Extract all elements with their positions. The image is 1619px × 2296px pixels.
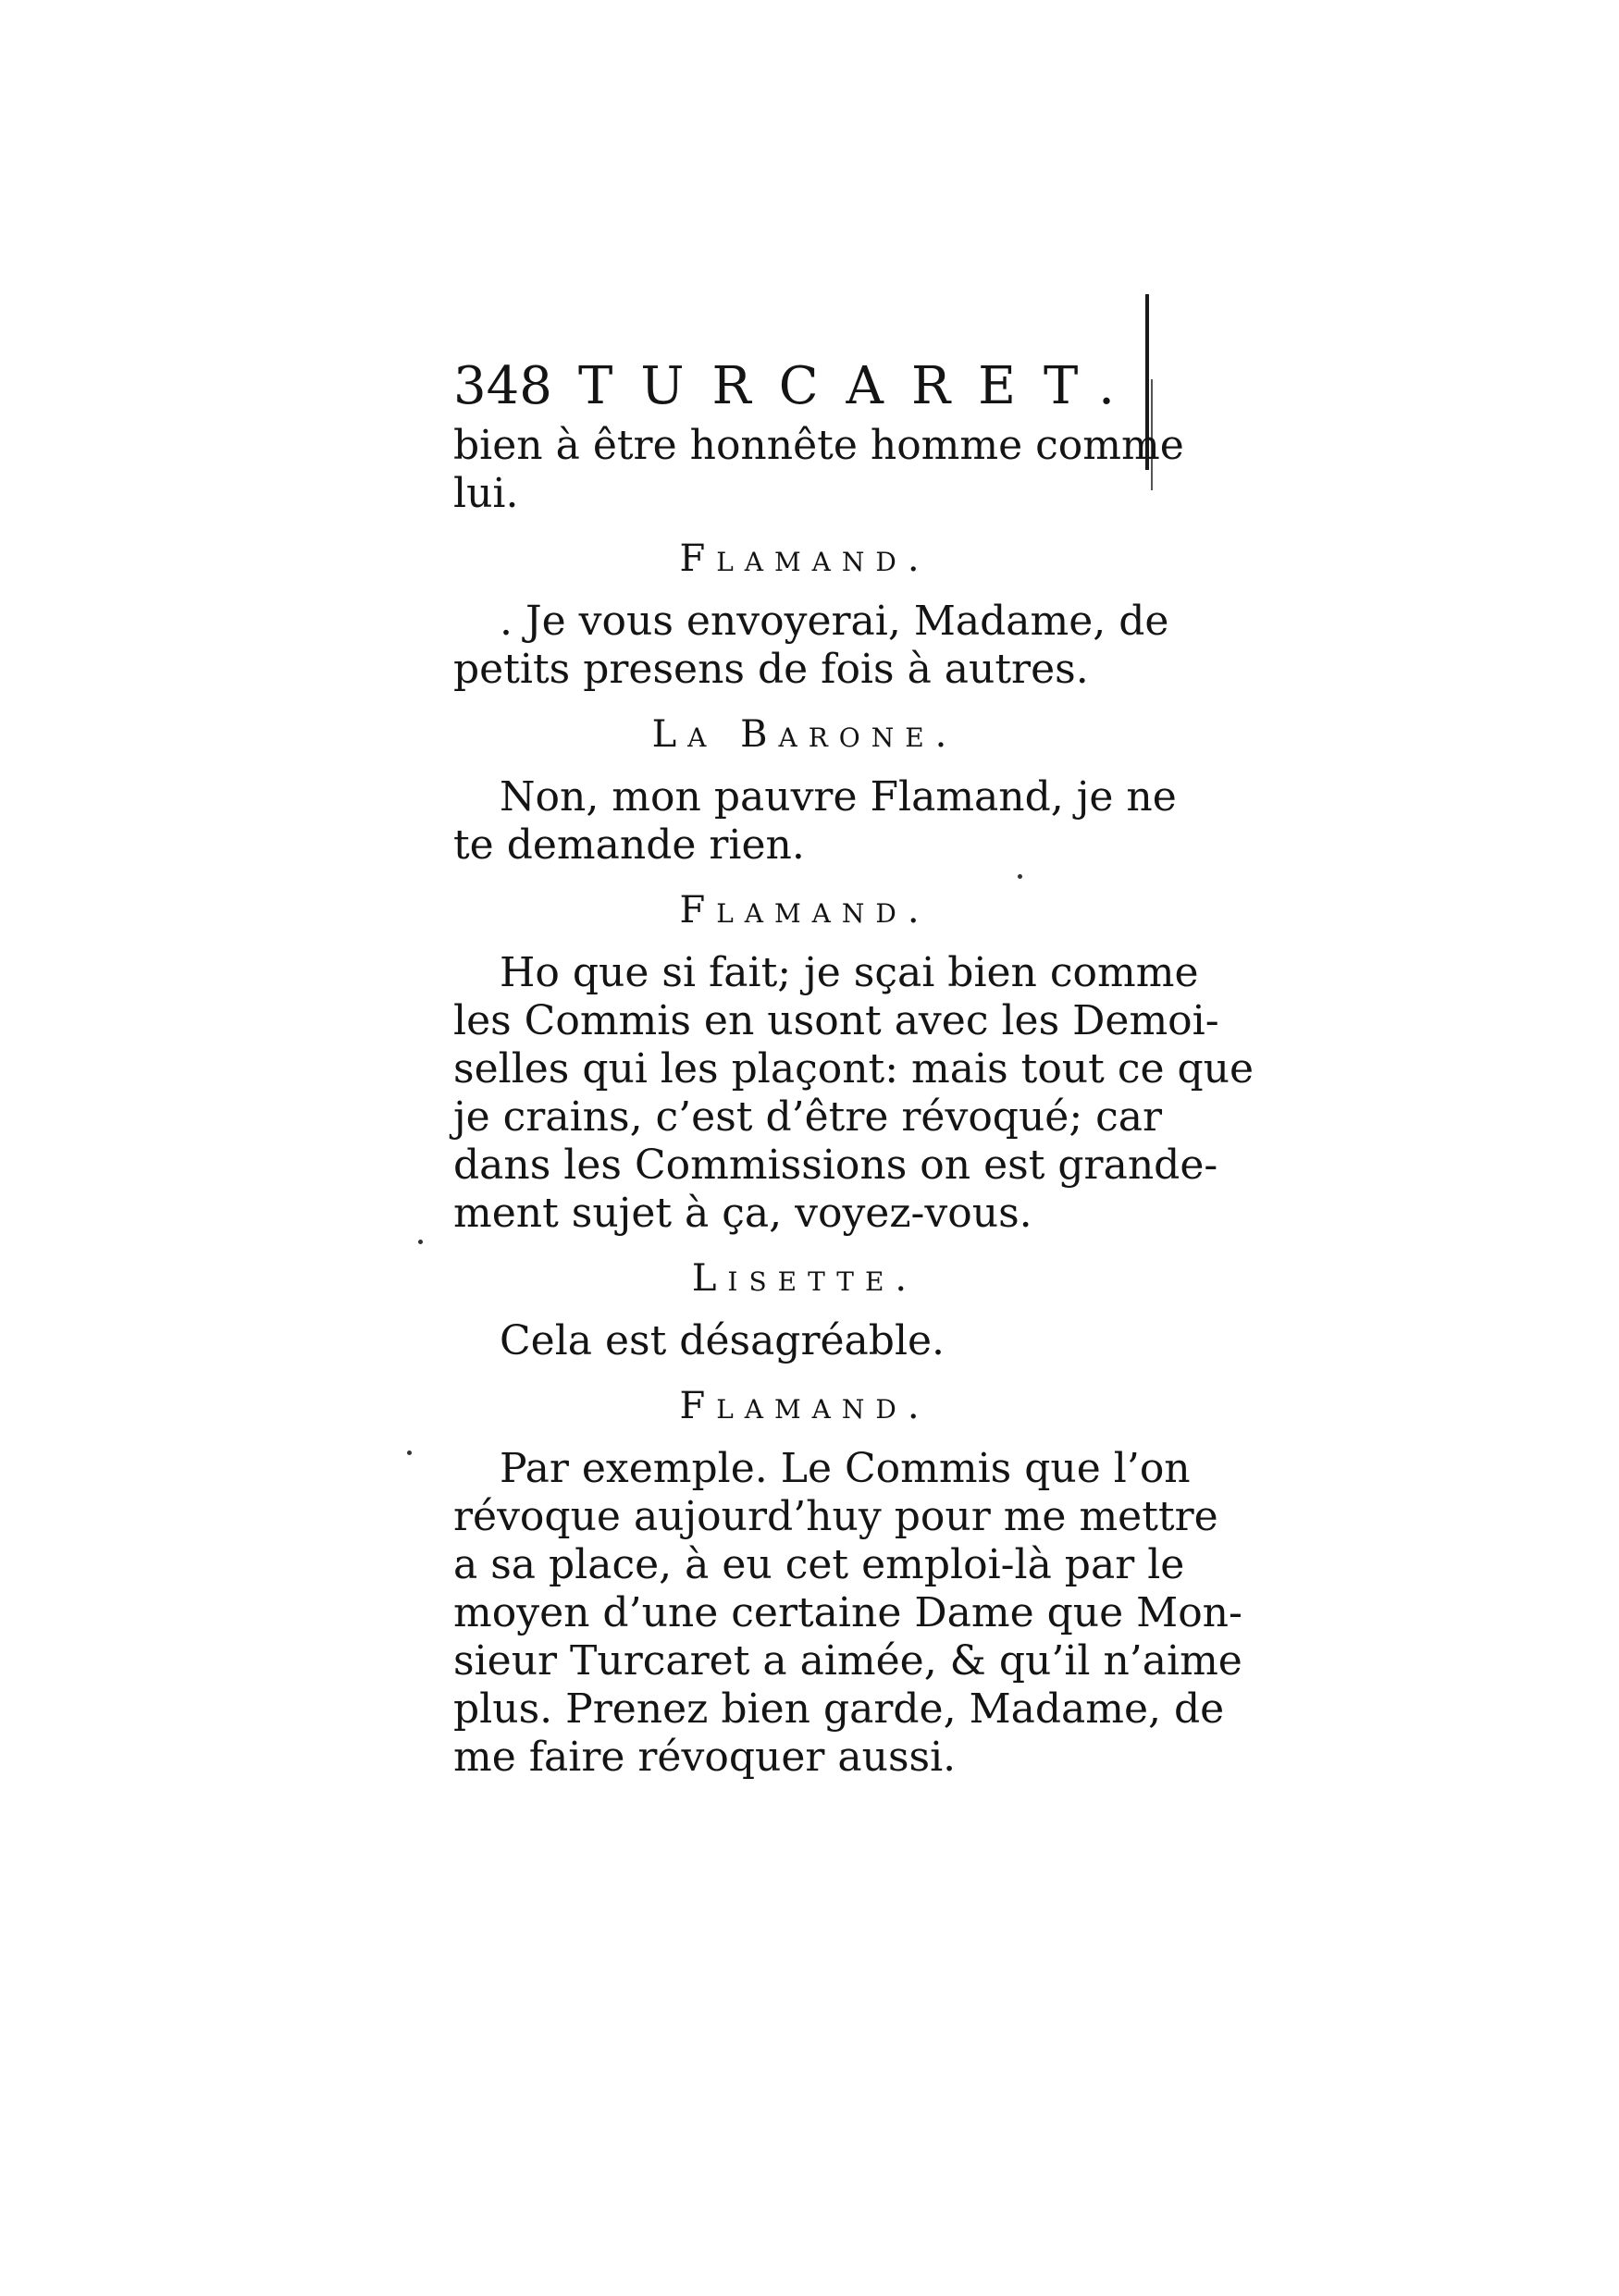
text-line: Ho que si fait; je sçai bien comme <box>500 949 1199 996</box>
text-line: moyen d’une certaine Dame que Mon- <box>453 1589 1242 1636</box>
stray-mark <box>407 1450 412 1455</box>
text-line: je crains, c’est d’être révoqué; car <box>453 1093 1163 1141</box>
speech <box>453 1317 1156 1365</box>
speaker-name: Lisette. <box>691 1257 919 1300</box>
stray-mark <box>418 1240 423 1244</box>
speech <box>453 1445 1242 1782</box>
text-line: lui. <box>453 470 519 517</box>
speech <box>453 773 1177 870</box>
speaker-name: Flamand. <box>679 889 931 932</box>
page-header <box>453 352 1156 422</box>
speaker-name: Flamand. <box>679 537 931 580</box>
speech <box>453 598 1169 694</box>
speech <box>453 949 1254 1238</box>
page-number: 348 <box>453 356 552 416</box>
text-line: a sa place, à eu cet emploi-là par le <box>453 1541 1185 1588</box>
speaker-name: La Barone. <box>651 713 958 756</box>
text-line: petits presens de fois à autres. <box>453 646 1089 693</box>
speaker-name: Flamand. <box>679 1385 931 1427</box>
text-line: me faire révoquer aussi. <box>453 1734 957 1781</box>
text-line: Par exemple. Le Commis que l’on <box>500 1445 1191 1492</box>
text-line: bien à être honnête homme comme <box>453 422 1184 469</box>
text-line: plus. Prenez bien garde, Madame, de <box>453 1685 1225 1733</box>
text-line: te demande rien. <box>453 821 805 869</box>
text-line: selles qui les plaçont: mais tout ce que <box>453 1045 1254 1092</box>
running-title: TURCARET. <box>578 356 1143 416</box>
text-line: Cela est désagréable. <box>500 1317 945 1364</box>
text-line: ment sujet à ça, voyez-vous. <box>453 1190 1032 1237</box>
text-line: dans les Commissions on est grande- <box>453 1142 1218 1189</box>
text-line: les Commis en usont avec les Demoi- <box>453 997 1219 1044</box>
text-line: sieur Turcaret a aimée, & qu’il n’aime <box>453 1637 1242 1685</box>
opening-lines <box>453 422 1184 518</box>
text-line: . Je vous envoyerai, Madame, de <box>500 598 1169 645</box>
text-line: révoque aujourd’huy pour me mettre <box>453 1493 1218 1540</box>
page-text <box>453 352 1254 1785</box>
text-line: Non, mon pauvre Flamand, je ne <box>500 773 1177 821</box>
